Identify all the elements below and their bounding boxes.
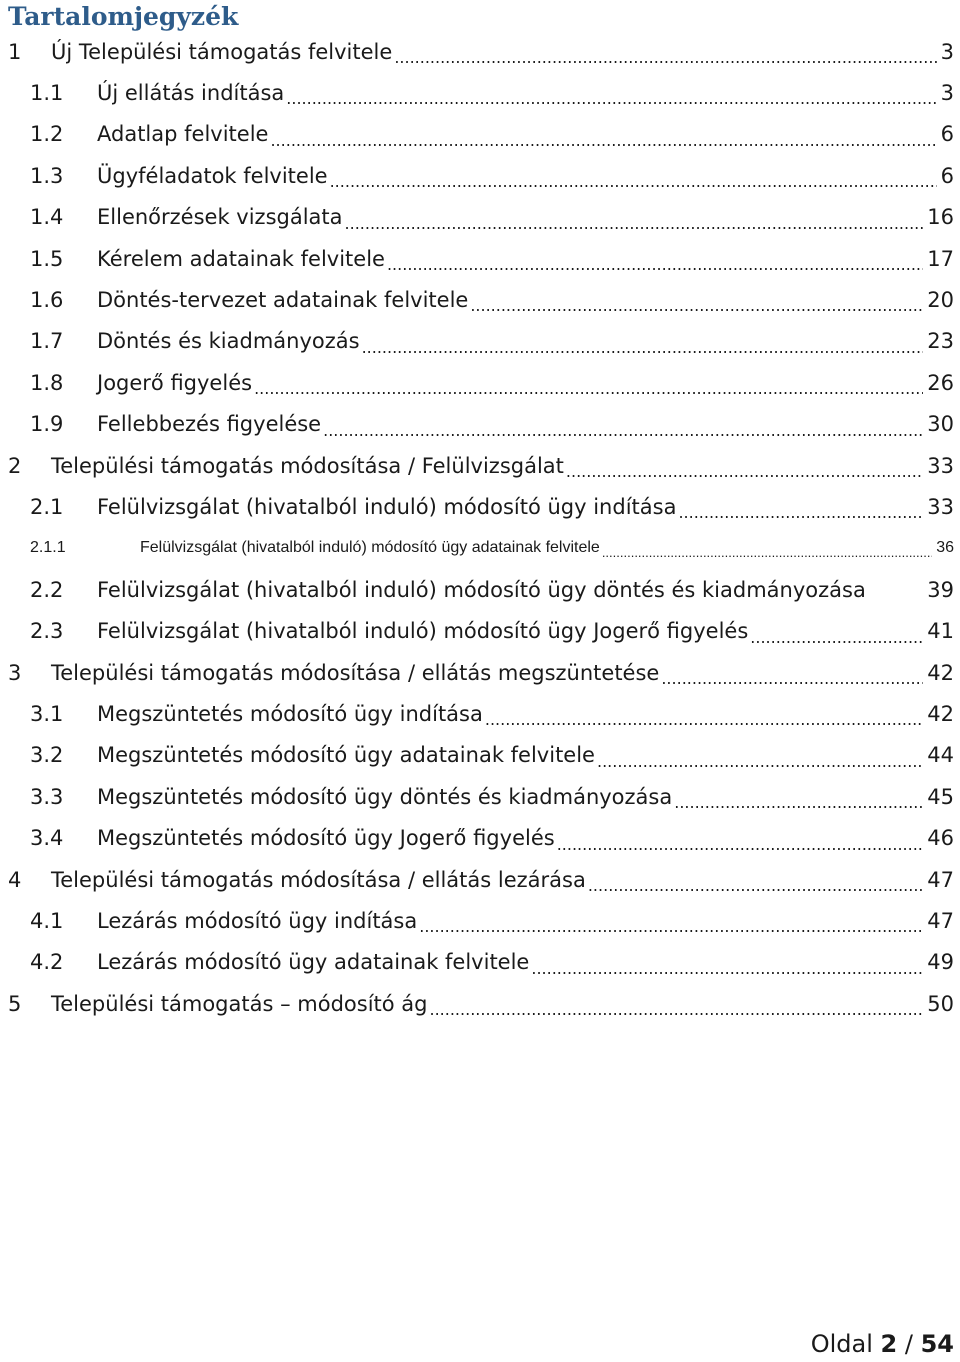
toc-entry-title: Lezárás módosító ügy indítása: [97, 908, 418, 933]
toc-entry[interactable]: [0, 362, 960, 403]
toc-entry-title: Új Települési támogatás felvitele: [51, 39, 393, 64]
toc-dot-leader: [394, 53, 936, 72]
toc-entry-body: [97, 197, 960, 238]
toc-entry[interactable]: [0, 445, 960, 486]
toc-entry-number: 1.6: [30, 287, 64, 312]
toc-entry-page: 39: [927, 577, 954, 602]
toc-entry[interactable]: [0, 983, 960, 1024]
toc-entry-page: 30: [927, 412, 954, 437]
toc-entry-body: [51, 859, 960, 900]
toc-entry-title: Jogerő figyelés: [97, 370, 253, 395]
toc-entry-number: 3.3: [30, 784, 64, 809]
toc-dot-leader: [750, 633, 923, 652]
toc-dot-leader: [470, 301, 923, 320]
toc-entry-page: 42: [927, 701, 954, 726]
toc-entry-title: Felülvizsgálat (hivatalból induló) módosító ügy indítása: [97, 494, 677, 519]
toc-entry-number: 4: [8, 867, 22, 892]
toc-entry[interactable]: [0, 279, 960, 320]
toc-entry-page: 42: [927, 660, 954, 685]
toc-entry-number: 3.1: [30, 701, 64, 726]
toc-entry-page: 46: [927, 826, 954, 851]
toc-entry-body: [97, 321, 960, 362]
toc-entry-page: 33: [927, 494, 954, 519]
toc-dot-leader: [323, 426, 923, 445]
page-title: Tartalomjegyzék: [8, 2, 239, 31]
toc-dot-leader: [270, 136, 936, 155]
toc-dot-leader: [531, 964, 923, 983]
toc-entry-page: 47: [927, 867, 954, 892]
toc-dot-leader: [588, 881, 923, 900]
toc-entry-page: 47: [927, 908, 954, 933]
current-page-number: 2: [880, 1330, 898, 1358]
toc-entry[interactable]: [0, 31, 960, 72]
toc-entry[interactable]: [0, 900, 960, 941]
toc-entry-body: [97, 693, 960, 734]
toc-entry-body: [97, 238, 960, 279]
toc-entry-body: [51, 652, 960, 693]
toc-entry-body: [97, 279, 960, 320]
toc-entry-title: Felülvizsgálat (hivatalból induló) módosító ügy adatainak felvitele: [140, 539, 600, 557]
toc-dot-leader: [345, 219, 924, 238]
toc-entry-number: 1.2: [30, 122, 64, 147]
toc-entry-body: [51, 983, 960, 1024]
toc-dot-leader: [674, 798, 923, 817]
toc-entry-number: 1.5: [30, 246, 64, 271]
toc-entry-number: 1.4: [30, 205, 64, 230]
toc-dot-leader: [602, 548, 932, 569]
toc-entry[interactable]: [0, 528, 960, 569]
page-label: Oldal: [810, 1330, 873, 1358]
toc-entry[interactable]: [0, 72, 960, 113]
toc-entry-body: [97, 114, 960, 155]
toc-entry-title: Kérelem adatainak felvitele: [97, 246, 385, 271]
toc-dot-leader: [678, 508, 923, 527]
toc-entry-number: 1.3: [30, 163, 64, 188]
toc-entry-body: [97, 735, 960, 776]
toc-entry-title: Lezárás módosító ügy adatainak felvitele: [97, 950, 530, 975]
toc-entry-page: 16: [927, 205, 954, 230]
toc-entry-body: [140, 528, 960, 569]
toc-entry-page: 17: [927, 246, 954, 271]
toc-entry-number: 1.8: [30, 370, 64, 395]
toc-dot-leader: [254, 384, 923, 403]
toc-entry-page: 6: [940, 163, 954, 188]
toc-entry[interactable]: [0, 486, 960, 527]
toc-entry-body: [97, 362, 960, 403]
toc-entry-body: [97, 404, 960, 445]
toc-entry-title: Megszüntetés módosító ügy indítása: [97, 701, 483, 726]
toc-entry-number: 4.1: [30, 908, 64, 933]
toc-entry-body: [97, 155, 960, 196]
toc-entry-number: 2.1: [30, 494, 64, 519]
toc-dot-leader: [419, 922, 923, 941]
toc-entry-number: 2.3: [30, 619, 64, 644]
toc-entry-title: Megszüntetés módosító ügy Jogerő figyelés: [97, 826, 555, 851]
toc-entry-page: 33: [927, 453, 954, 478]
page-footer: [811, 1330, 954, 1358]
toc-entry[interactable]: [0, 735, 960, 776]
toc-entry-body: [97, 72, 960, 113]
toc-entry[interactable]: [0, 321, 960, 362]
toc-entry-page: 41: [927, 619, 954, 644]
toc-entry[interactable]: [0, 238, 960, 279]
toc-entry-number: 3.2: [30, 743, 64, 768]
toc-entry-title: Települési támogatás módosítása / ellátás lezárása: [51, 867, 586, 892]
toc-entry-page: 44: [927, 743, 954, 768]
toc-entry-body: [97, 569, 960, 610]
toc-entry[interactable]: [0, 197, 960, 238]
toc-dot-leader: [430, 1005, 924, 1024]
toc-entry[interactable]: [0, 114, 960, 155]
toc-entry-number: 2.1.1: [30, 539, 66, 557]
toc-entry[interactable]: [0, 859, 960, 900]
toc-entry[interactable]: [0, 569, 960, 610]
toc-entry-number: 2.2: [30, 577, 64, 602]
toc-entry[interactable]: [0, 693, 960, 734]
toc-entry-title: Fellebbezés figyelése: [97, 412, 322, 437]
toc-entry-page: 50: [927, 991, 954, 1016]
toc-entry[interactable]: [0, 942, 960, 983]
toc-entry-number: 1.7: [30, 329, 64, 354]
toc-entry[interactable]: [0, 652, 960, 693]
toc-entry-title: Megszüntetés módosító ügy döntés és kiadmányozása: [97, 784, 673, 809]
toc-entry-number: 5: [8, 991, 22, 1016]
toc-entry-number: 1: [8, 39, 22, 64]
toc-entry-page: 3: [940, 80, 954, 105]
toc-entry-title: Települési támogatás módosítása / Felülvizsgálat: [51, 453, 564, 478]
toc-dot-leader: [661, 674, 923, 693]
toc-entry-body: [97, 942, 960, 983]
toc-dot-leader: [597, 757, 923, 776]
toc-entry-title: Döntés és kiadmányozás: [97, 329, 360, 354]
toc-entry-title: Ellenőrzések vizsgálata: [97, 205, 343, 230]
toc-entry[interactable]: [0, 818, 960, 859]
toc-entry-title: Adatlap felvitele: [97, 122, 269, 147]
toc-entry-page: 49: [927, 950, 954, 975]
toc-dot-leader: [362, 343, 924, 362]
toc-entry-page: 26: [927, 370, 954, 395]
page-separator: /: [904, 1330, 913, 1358]
toc-dot-leader: [387, 260, 923, 279]
toc-entry-title: Települési támogatás módosítása / ellátás megszüntetése: [51, 660, 660, 685]
toc-entry-body: [97, 486, 960, 527]
toc-dot-leader: [286, 94, 936, 113]
toc-entry-title: Döntés-tervezet adatainak felvitele: [97, 287, 469, 312]
toc-entry-page: 23: [927, 329, 954, 354]
toc-entry-body: [51, 31, 960, 72]
toc-entry[interactable]: [0, 404, 960, 445]
toc-entry-body: [51, 445, 960, 486]
toc-entry-body: [97, 818, 960, 859]
toc-entry-number: 3: [8, 660, 22, 685]
toc-entry-title: Ügyféladatok felvitele: [97, 163, 328, 188]
toc-dot-leader: [330, 177, 937, 196]
toc-entry[interactable]: [0, 611, 960, 652]
toc-entry[interactable]: [0, 776, 960, 817]
toc-entry-title: Felülvizsgálat (hivatalból induló) módosító ügy Jogerő figyelés: [97, 619, 749, 644]
toc-entry-title: Felülvizsgálat (hivatalból induló) módosító ügy döntés és kiadmányozása: [97, 577, 866, 602]
toc-entry-body: [97, 776, 960, 817]
toc-entry-number: 4.2: [30, 950, 64, 975]
toc-entry-page: 36: [936, 539, 954, 557]
toc-entry-title: Megszüntetés módosító ügy adatainak felvitele: [97, 743, 595, 768]
toc-entry-page: 45: [927, 784, 954, 809]
toc-entry-title: Új ellátás indítása: [97, 80, 285, 105]
toc-entry-number: 1.9: [30, 412, 64, 437]
toc-entry-body: [97, 900, 960, 941]
toc-entry-title: Települési támogatás – módosító ág: [51, 991, 428, 1016]
toc-dot-leader: [566, 467, 923, 486]
toc-entry[interactable]: [0, 155, 960, 196]
toc-dot-leader: [485, 715, 923, 734]
toc-entry-number: 1.1: [30, 80, 64, 105]
toc-dot-leader: [557, 840, 924, 859]
toc-entry-number: 3.4: [30, 826, 64, 851]
toc-entry-page: 6: [940, 122, 954, 147]
toc-entry-page: 20: [927, 287, 954, 312]
total-page-count: 54: [920, 1330, 954, 1358]
toc-entry-page: 3: [940, 39, 954, 64]
toc-entry-body: [97, 611, 960, 652]
toc-entry-number: 2: [8, 453, 22, 478]
